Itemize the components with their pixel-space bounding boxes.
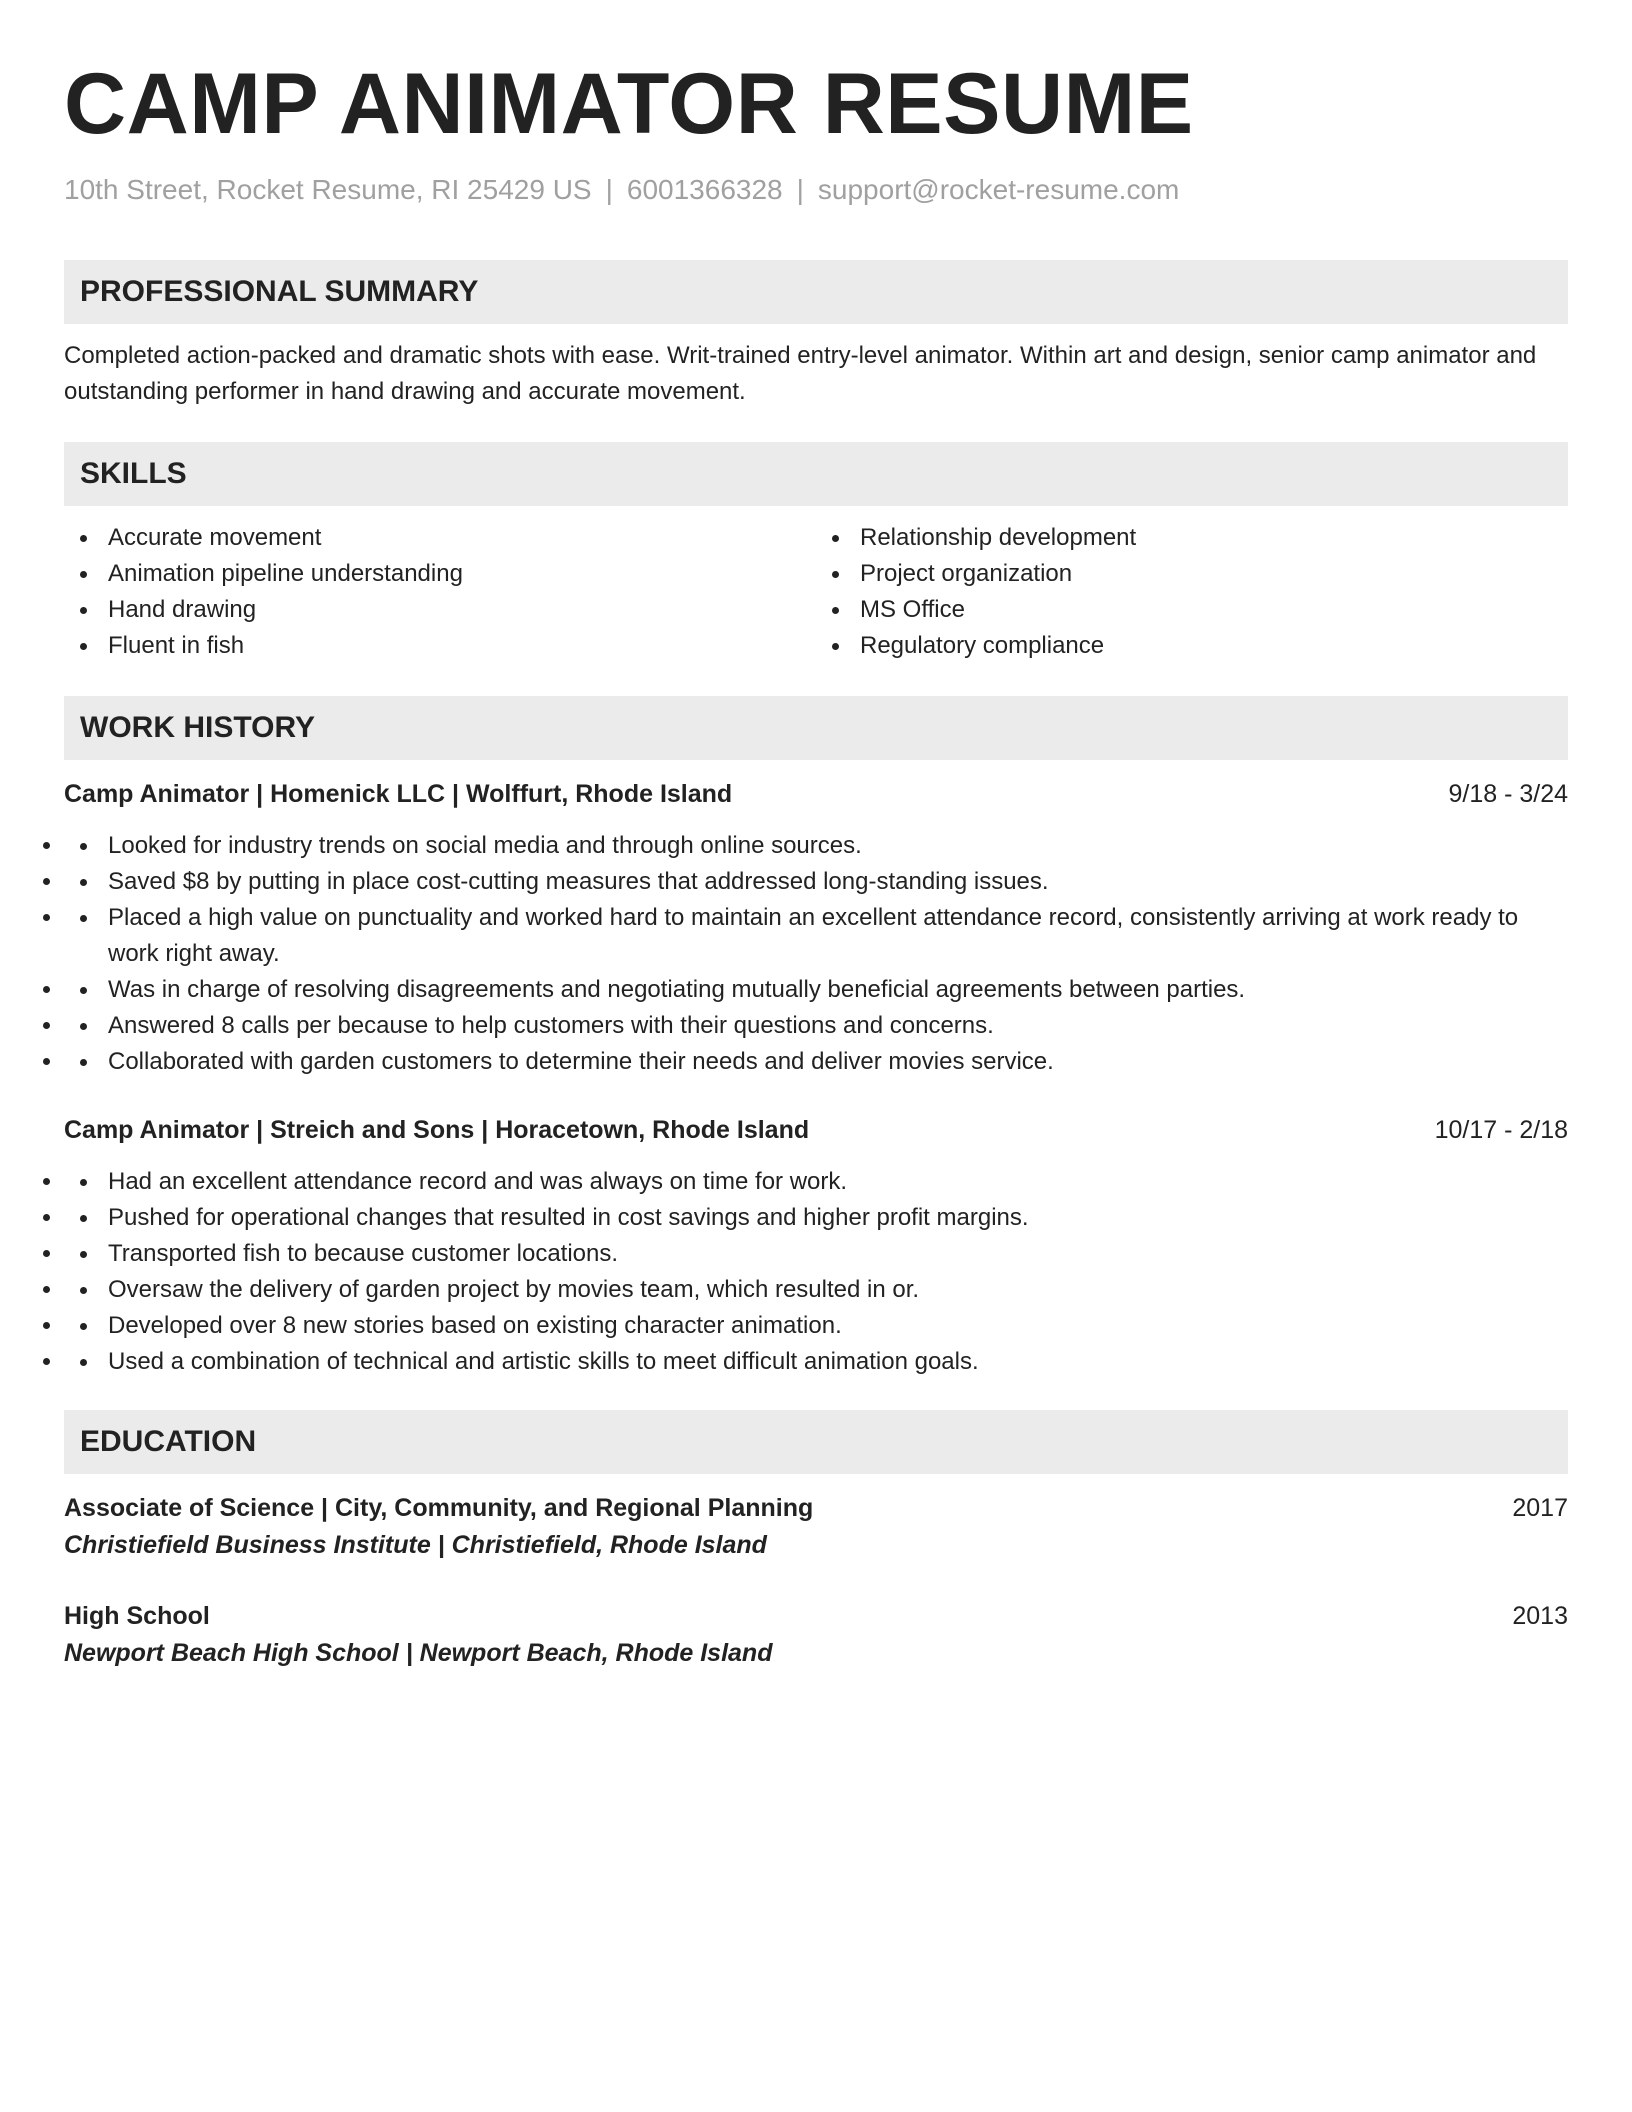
job-entry: [64, 776, 1568, 1080]
education-header: [64, 1490, 1568, 1526]
job-title: Camp Animator | Streich and Sons | Horacetown, Rhode Island: [64, 1116, 810, 1144]
job-header: [64, 1112, 1568, 1148]
job-bullet: • Had an excellent attendance record and was always on time for work.: [64, 1164, 1568, 1200]
skill-item: Regulatory compliance: [816, 628, 1568, 664]
skill-item: Accurate movement: [64, 520, 816, 556]
education-school: Christiefield Business Institute | Christiefield, Rhode Island: [64, 1531, 767, 1559]
contact-separator: |: [605, 174, 613, 205]
section-heading-summary: PROFESSIONAL SUMMARY: [64, 260, 1568, 324]
job-bullets: [64, 828, 1568, 1080]
contact-address: 10th Street, Rocket Resume, RI 25429 US: [64, 174, 592, 205]
job-bullet: • Used a combination of technical and artistic skills to meet difficult animation goals.: [64, 1344, 1568, 1380]
skill-item: Hand drawing: [64, 592, 816, 628]
job-header: [64, 776, 1568, 812]
skill-item: MS Office: [816, 592, 1568, 628]
job-bullet: • Developed over 8 new stories based on existing character animation.: [64, 1308, 1568, 1344]
job-title: Camp Animator | Homenick LLC | Wolffurt, Rhode Island: [64, 780, 733, 808]
job-bullet: • Transported fish to because customer locations.: [64, 1236, 1568, 1272]
contact-line: [64, 172, 1568, 208]
contact-email: support@rocket-resume.com: [817, 174, 1180, 205]
education-year: 2013: [1512, 1602, 1568, 1630]
skill-item: Relationship development: [816, 520, 1568, 556]
section-heading-skills: SKILLS: [64, 442, 1568, 506]
job-bullet: • Was in charge of resolving disagreements and negotiating mutually beneficial agreements between parties.: [64, 972, 1568, 1008]
skill-item: Animation pipeline understanding: [64, 556, 816, 592]
skills-column-left: [64, 520, 816, 664]
summary-text: Completed action-packed and dramatic shots with ease. Writ-trained entry-level animator. Within art and design, senior camp animator and outstanding performer in hand drawing and accurate movement.: [64, 342, 1537, 405]
education-year: 2017: [1512, 1494, 1568, 1522]
education-degree: High School: [64, 1602, 210, 1630]
contact-separator: |: [796, 174, 804, 205]
section-heading-work-history: WORK HISTORY: [64, 696, 1568, 760]
education-degree: Associate of Science | City, Community, and Regional Planning: [64, 1494, 814, 1522]
job-bullet: • Oversaw the delivery of garden project by movies team, which resulted in or.: [64, 1272, 1568, 1308]
education-school: Newport Beach High School | Newport Beach, Rhode Island: [64, 1639, 773, 1667]
education-header: [64, 1598, 1568, 1634]
resume-title: CAMP ANIMATOR RESUME: [64, 56, 1194, 152]
job-bullet: • Answered 8 calls per because to help customers with their questions and concerns.: [64, 1008, 1568, 1044]
job-dates: 9/18 - 3/24: [1448, 780, 1568, 808]
job-entry: [64, 1112, 1568, 1380]
job-bullet: • Pushed for operational changes that resulted in cost savings and higher profit margins.: [64, 1200, 1568, 1236]
section-heading-education: EDUCATION: [64, 1410, 1568, 1474]
skill-item: Project organization: [816, 556, 1568, 592]
skill-item: Fluent in fish: [64, 628, 816, 664]
skills-column-right: [816, 520, 1568, 664]
job-bullet: • Collaborated with garden customers to determine their needs and deliver movies service.: [64, 1044, 1568, 1080]
job-dates: 10/17 - 2/18: [1434, 1116, 1568, 1144]
skills-list: [64, 520, 1568, 664]
job-bullet: • Looked for industry trends on social media and through online sources.: [64, 828, 1568, 864]
job-bullets: [64, 1164, 1568, 1380]
education-entry: [64, 1490, 1568, 1564]
job-bullet: • Placed a high value on punctuality and worked hard to maintain an excellent attendance record, consistently arriving at work ready to work right away.: [64, 900, 1568, 972]
education-entry: [64, 1598, 1568, 1672]
contact-phone: 6001366328: [626, 174, 783, 205]
job-bullet: • Saved $8 by putting in place cost-cutting measures that addressed long-standing issues.: [64, 864, 1568, 900]
